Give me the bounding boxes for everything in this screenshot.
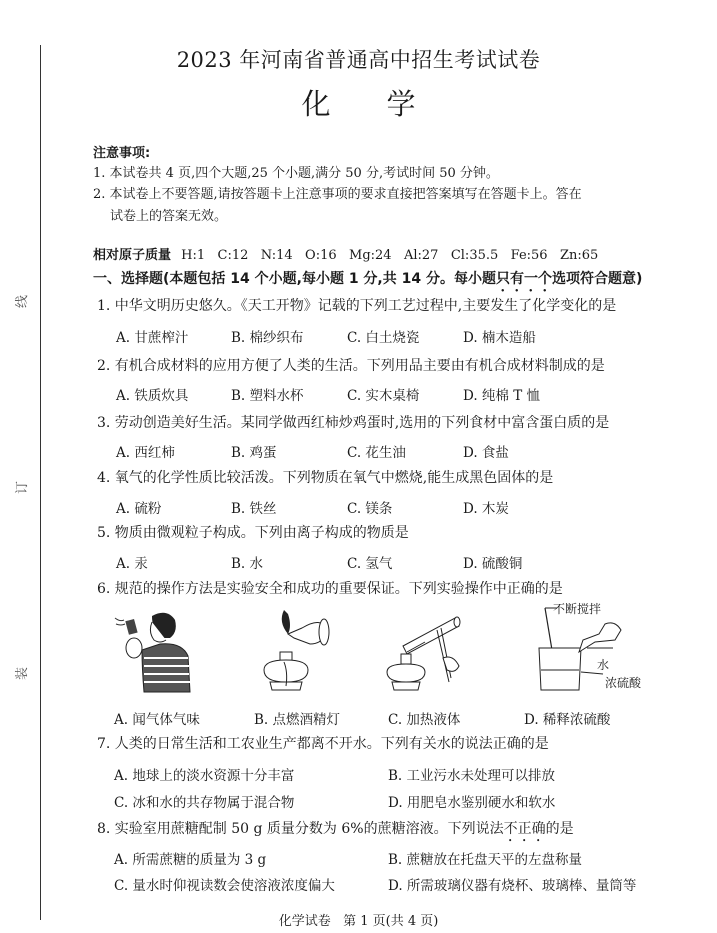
alcohol-lamp-lighting-icon <box>258 608 338 693</box>
test-tube-heating-icon <box>385 608 475 693</box>
q1-option-d: D. 楠木造船 <box>463 330 536 346</box>
q8-stem-text: 8. 实验室用蔗糖配制 50 g 质量分数为 6%的蔗糖溶液。下列说法 <box>97 821 504 837</box>
notice-item-2: 2. 本试卷上不要答题,请按答题卡上注意事项的要求直接把答案填写在答题卡上。答在 <box>93 187 582 202</box>
question-4-stem: 4. 氧气的化学性质比较活泼。下列物质在氧气中燃烧,能生成黑色固体的是 <box>97 470 554 486</box>
q2-option-a: A. 铁质炊具 <box>116 388 189 404</box>
question-3-stem: 3. 劳动创造美好生活。某同学做西红柿炒鸡蛋时,选用的下列食材中富含蛋白质的是 <box>97 415 610 431</box>
margin-label-bind: 订 <box>15 480 31 495</box>
q3-option-d: D. 食盐 <box>463 445 509 461</box>
question-7-stem: 7. 人类的日常生活和工农业生产都离不开水。下列有关水的说法正确的是 <box>97 736 549 752</box>
q6-option-a: A. 闻气体气味 <box>114 712 200 728</box>
q7-option-d: D. 用肥皂水鉴别硬水和软水 <box>388 795 556 811</box>
exam-title: 2023 年河南省普通高中招生考试试卷 <box>176 48 541 72</box>
q1-option-a: A. 甘蔗榨汁 <box>116 330 189 346</box>
q5-option-a: A. 汞 <box>116 556 148 572</box>
q5-option-d: D. 硫酸铜 <box>463 556 523 572</box>
q2-option-d: D. 纯棉 T 恤 <box>463 388 541 404</box>
figure-heat-liquid <box>385 608 475 693</box>
question-6-stem: 6. 规范的操作方法是实验安全和成功的重要保证。下列实验操作中正确的是 <box>97 581 563 597</box>
q6-option-c: C. 加热液体 <box>388 712 461 728</box>
q2-option-b: B. 塑料水杯 <box>231 388 304 404</box>
section-heading-text: 一、选择题(本题包括 14 个小题,每小题 1 分,共 14 分。每小题 <box>93 271 496 287</box>
notice-item-1: 1. 本试卷共 4 页,四个大题,25 个小题,满分 50 分,考试时间 50 分钟。 <box>93 166 499 181</box>
question-2-stem: 2. 有机合成材料的应用方便了人类的生活。下列用品主要由有机合成材料制成的是 <box>97 358 605 374</box>
q8-stem-emphasis: 不正确 <box>503 821 546 837</box>
q8-option-c: C. 量水时仰视读数会使溶液浓度偏大 <box>114 878 335 894</box>
q7-option-b: B. 工业污水未处理可以排放 <box>388 768 556 784</box>
atomic-mass-values: H:1 C:12 N:14 O:16 Mg:24 Al:27 Cl:35.5 Fe:56 Zn:65 <box>181 248 599 263</box>
q7-option-a: A. 地球上的淡水资源十分丰富 <box>114 768 295 784</box>
question-8-stem <box>97 818 574 845</box>
q3-option-a: A. 西红柿 <box>116 445 175 461</box>
question-1-stem: 1. 中华文明历史悠久。《天工开物》记载的下列工艺过程中,主要发生了化学变化的是 <box>97 298 617 314</box>
q4-option-d: D. 木炭 <box>463 501 509 517</box>
question-5-stem: 5. 物质由微观粒子构成。下列由离子构成的物质是 <box>97 525 409 541</box>
q6-option-d: D. 稀释浓硫酸 <box>524 712 611 728</box>
q6-option-b: B. 点燃酒精灯 <box>254 712 341 728</box>
binding-margin-line <box>40 45 41 920</box>
q8-option-b: B. 蔗糖放在托盘天平的左盘称量 <box>388 852 583 868</box>
q3-option-b: B. 鸡蛋 <box>231 445 277 461</box>
atomic-mass-line <box>93 244 598 263</box>
section-heading-emphasis: 只有一个 <box>495 271 552 287</box>
q3-option-c: C. 花生油 <box>347 445 406 461</box>
label-conc-acid: 浓硫酸 <box>605 676 642 690</box>
atomic-mass-label: 相对原子质量 <box>93 248 172 263</box>
section-1-heading <box>93 268 642 295</box>
notice-heading: 注意事项: <box>93 146 151 161</box>
subject-char-1: 化 <box>301 87 331 121</box>
margin-label-line: 线 <box>15 294 31 309</box>
q4-option-a: A. 硫粉 <box>116 501 162 517</box>
subject-title <box>0 82 717 123</box>
q5-option-c: C. 氢气 <box>347 556 393 572</box>
figure-smell-gas <box>112 608 192 693</box>
notice-item-2-cont: 试卷上的答案无效。 <box>110 209 228 224</box>
figure-light-lamp <box>258 608 338 693</box>
label-water: 水 <box>597 658 610 672</box>
person-smelling-icon <box>112 608 192 693</box>
q4-option-c: C. 镁条 <box>347 501 393 517</box>
q2-option-c: C. 实木桌椅 <box>347 388 420 404</box>
figure-dilute-acid <box>535 600 685 695</box>
subject-char-2: 学 <box>386 87 416 121</box>
q8-stem-tail: 的是 <box>545 821 574 837</box>
label-stir: 不断搅拌 <box>553 602 602 616</box>
q4-option-b: B. 铁丝 <box>231 501 277 517</box>
q8-option-a: A. 所需蔗糖的质量为 3 g <box>114 852 267 868</box>
section-heading-tail: 选项符合题意) <box>551 271 643 287</box>
q1-option-b: B. 棉纱织布 <box>231 330 304 346</box>
q7-option-c: C. 冰和水的共存物属于混合物 <box>114 795 295 811</box>
margin-label-binding: 装 <box>15 666 31 681</box>
q5-option-b: B. 水 <box>231 556 264 572</box>
q8-option-d: D. 所需玻璃仪器有烧杯、玻璃棒、量筒等 <box>388 878 637 894</box>
page-footer: 化学试卷 第 1 页(共 4 页) <box>278 914 439 929</box>
q1-option-c: C. 白土烧瓷 <box>347 330 420 346</box>
